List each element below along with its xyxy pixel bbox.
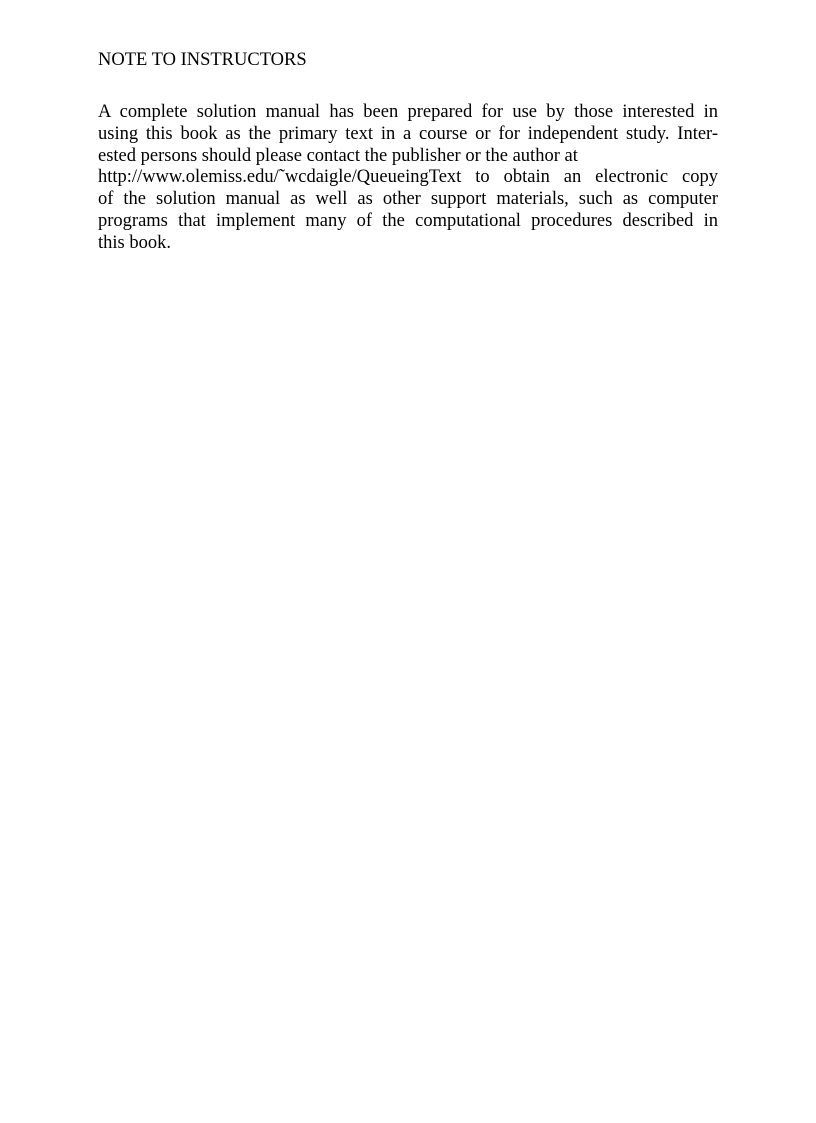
paragraph-line-url: http://www.olemiss.edu/˜wcdaigle/QueueingText to obtain an electronic copy xyxy=(98,167,718,188)
paragraph-line: using this book as the primary text in a course or for independent study. Inter- xyxy=(98,123,718,144)
paragraph-line: A complete solution manual has been prepared for use by those interested in xyxy=(98,102,718,122)
section-heading: NOTE TO INSTRUCTORS xyxy=(98,50,307,70)
paragraph-line: this book. xyxy=(98,232,171,253)
paragraph-line: programs that implement many of the computational procedures described in xyxy=(98,210,718,231)
paragraph-line: ested persons should please contact the publisher or the author at xyxy=(98,145,578,166)
paragraph-line: of the solution manual as well as other support materials, such as computer xyxy=(98,189,718,210)
note-paragraph xyxy=(98,102,718,255)
